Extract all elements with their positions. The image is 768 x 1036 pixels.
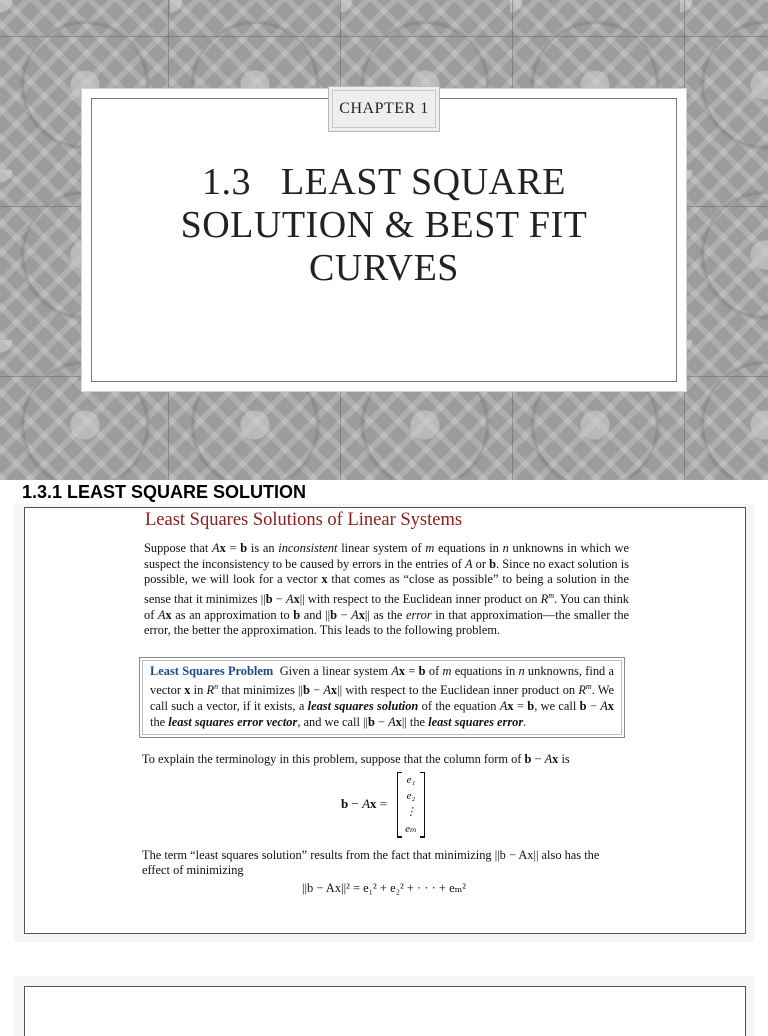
chapter-label: CHAPTER 1	[332, 90, 436, 128]
pattern-line	[0, 36, 768, 37]
title-line: CURVES	[309, 247, 459, 289]
next-slide-frame	[14, 976, 754, 1036]
vector-entry: e₂	[406, 789, 416, 802]
definition-box	[139, 657, 625, 739]
definition-text: Least Squares Problem Given a linear system Ax = b of m equations in n unknowns, find a vector x in $R^n$ that minimizes ||b − Ax|| with respect to the Euclidean inner product on $R^m$. We call such a vector, if it exists, a least squares solution of the equation Ax = b, we call b − Ax the least squares error vector, and we call ||b − Ax|| the least squares error.	[142, 660, 622, 736]
explanation-paragraph: To explain the terminology in this problem, suppose that the column form of b − Ax is	[142, 752, 570, 767]
vector-entry: ⋮	[405, 805, 417, 818]
explanation-tail: is	[561, 752, 570, 767]
excerpt-heading: Least Squares Solutions of Linear Systems	[145, 510, 463, 530]
section-heading: 1.3.1 LEAST SQUARE SOLUTION	[22, 482, 307, 502]
vector-entry: e₁	[406, 773, 416, 786]
hero-background	[0, 0, 768, 480]
final-equation: ||b − Ax||² = e₁² + e₂² + · · · + eₘ²	[301, 880, 467, 895]
equation-lhs: b − Ax =	[341, 795, 388, 811]
page-title	[82, 161, 686, 290]
textbook-excerpt	[139, 506, 629, 897]
definition-label: Least Squares Problem	[150, 663, 274, 678]
next-slide-border	[24, 986, 746, 1036]
column-vector	[397, 772, 425, 838]
explanation-text: To explain the terminology in this problem, suppose that the column form of	[142, 752, 522, 767]
vector-entry: eₘ	[405, 822, 417, 835]
title-line: SOLUTION & BEST FIT	[180, 204, 588, 246]
chapter-tab	[328, 86, 440, 132]
excerpt-paragraph: Suppose that Ax = b is an inconsistent linear system of m equations in n unknowns in which we suspect the inconsistency to be caused by errors in the entries of A or b. Since no exact solution is possible, we will look for a vector x that comes as “close as possible” to being a solution in the sense that it minimizes ||b − Ax|| with respect to the Euclidean inner product on $R^m$. You can think of Ax as an approximation to b and ||b − Ax|| as the error in that approximation—the smaller the error, the better the approximation. This leads to the following problem.	[144, 541, 630, 638]
column-vector-equation	[139, 770, 629, 842]
closing-paragraph: The term “least squares solution” results from the fact that minimizing ||b − Ax|| also has the effect of minimizing	[142, 847, 600, 878]
title-line: 1.3 LEAST SQUARE	[201, 161, 567, 203]
title-card	[82, 89, 686, 391]
